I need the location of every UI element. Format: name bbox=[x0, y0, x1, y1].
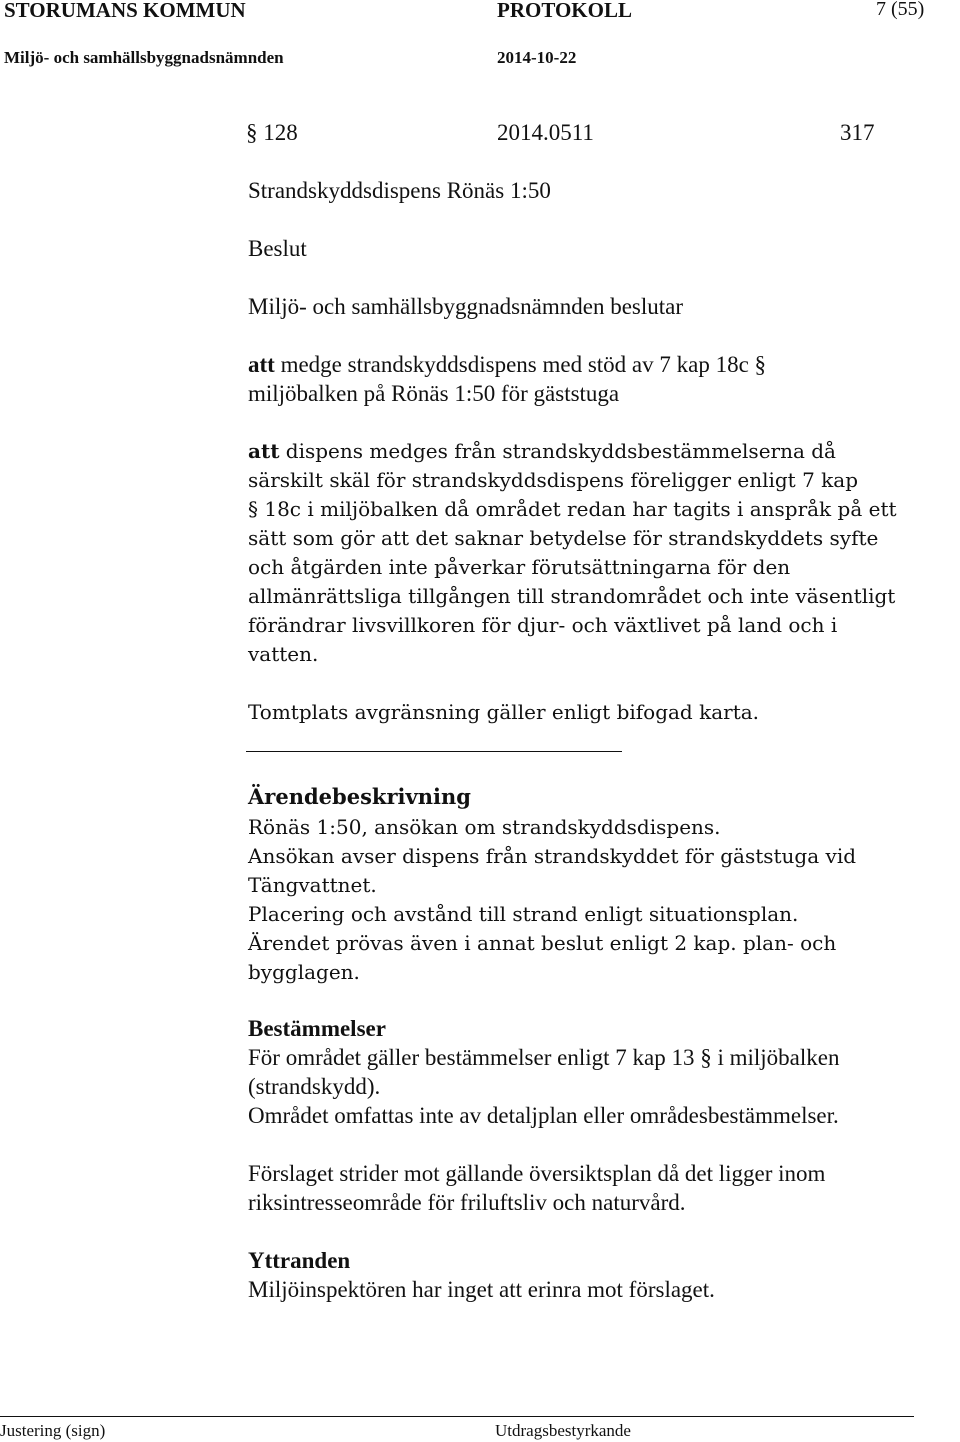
arende-heading: Ärendebeskrivning bbox=[248, 784, 471, 809]
decision-item-2-line: allmänrättsliga tillgången till strandområdet och inte väsentligt bbox=[248, 584, 896, 608]
footer-justering: Justering (sign) bbox=[0, 1421, 106, 1440]
decision-item-1-line-1 bbox=[248, 350, 766, 379]
decision-item-2-line: sätt som gör att det saknar betydelse för strandskyddets syfte bbox=[248, 526, 879, 550]
arende-line: Ärendet prövas även i annat beslut enligt 2 kap. plan- och bbox=[248, 931, 837, 955]
paragraph-number: § 128 bbox=[246, 120, 298, 145]
att-label: att bbox=[248, 439, 280, 463]
decision-item-2-text: dispens medges från strandskyddsbestämmelserna då bbox=[279, 439, 836, 463]
forslag-line: riksintresseområde för friluftsliv och naturvård. bbox=[248, 1190, 686, 1215]
decision-item-2-line: särskilt skäl för strandskyddsdispens föreligger enligt 7 kap bbox=[248, 468, 858, 492]
arende-line: bygglagen. bbox=[248, 960, 360, 984]
page-number: 7 (55) bbox=[876, 0, 925, 20]
decision-item-2-line: och åtgärden inte påverkar förutsättningarna för den bbox=[248, 555, 791, 579]
footer-utdragsbestyrkande: Utdragsbestyrkande bbox=[495, 1421, 631, 1440]
decision-item-2-line: § 18c i miljöbalken då området redan har tagits i anspråk på ett bbox=[248, 497, 897, 521]
tomtplats-note: Tomtplats avgränsning gäller enligt bifogad karta. bbox=[248, 700, 760, 724]
case-title: Strandskyddsdispens Rönäs 1:50 bbox=[248, 178, 551, 203]
arende-line: Rönäs 1:50, ansökan om strandskyddsdispens. bbox=[248, 815, 721, 839]
bestammelser-heading: Bestämmelser bbox=[248, 1016, 386, 1041]
att-label: att bbox=[248, 352, 275, 377]
yttranden-text: Miljöinspektören har inget att erinra mot förslaget. bbox=[248, 1277, 715, 1302]
forslag-line: Förslaget strider mot gällande översiktsplan då det ligger inom bbox=[248, 1161, 826, 1186]
decision-item-2-line-1 bbox=[248, 437, 836, 466]
decision-item-1-text: medge strandskyddsdispens med stöd av 7 kap 18c § bbox=[274, 352, 767, 377]
decision-item-2-line: förändrar livsvillkoren för djur- och växtlivet på land och i bbox=[248, 613, 838, 637]
bestammelser-line: (strandskydd). bbox=[248, 1074, 381, 1099]
committee-name: Miljö- och samhällsbyggnadsnämnden bbox=[4, 48, 284, 67]
meeting-date: 2014-10-22 bbox=[497, 48, 577, 67]
decision-item-2-line: vatten. bbox=[248, 642, 319, 666]
yttranden-heading: Yttranden bbox=[248, 1248, 351, 1273]
case-number: 2014.0511 bbox=[497, 120, 594, 145]
bestammelser-line: Området omfattas inte av detaljplan eller områdesbestämmelser. bbox=[248, 1103, 839, 1128]
document-type: PROTOKOLL bbox=[497, 0, 632, 22]
arende-line: Ansökan avser dispens från strandskyddet för gäststuga vid bbox=[248, 844, 857, 868]
decision-item-1-line-2: miljöbalken på Rönäs 1:50 för gäststuga bbox=[248, 381, 620, 406]
beslut-heading: Beslut bbox=[248, 236, 307, 261]
bestammelser-line: För området gäller bestämmelser enligt 7 kap 13 § i miljöbalken bbox=[248, 1045, 840, 1070]
arende-line: Placering och avstånd till strand enligt situationsplan. bbox=[248, 902, 799, 926]
case-reference: 317 bbox=[840, 120, 875, 145]
beslut-intro: Miljö- och samhällsbyggnadsnämnden beslutar bbox=[248, 294, 684, 319]
municipality-name: STORUMANS KOMMUN bbox=[4, 0, 246, 22]
section-divider bbox=[246, 751, 622, 752]
footer-rule bbox=[0, 1416, 914, 1417]
arende-line: Tängvattnet. bbox=[248, 873, 377, 897]
